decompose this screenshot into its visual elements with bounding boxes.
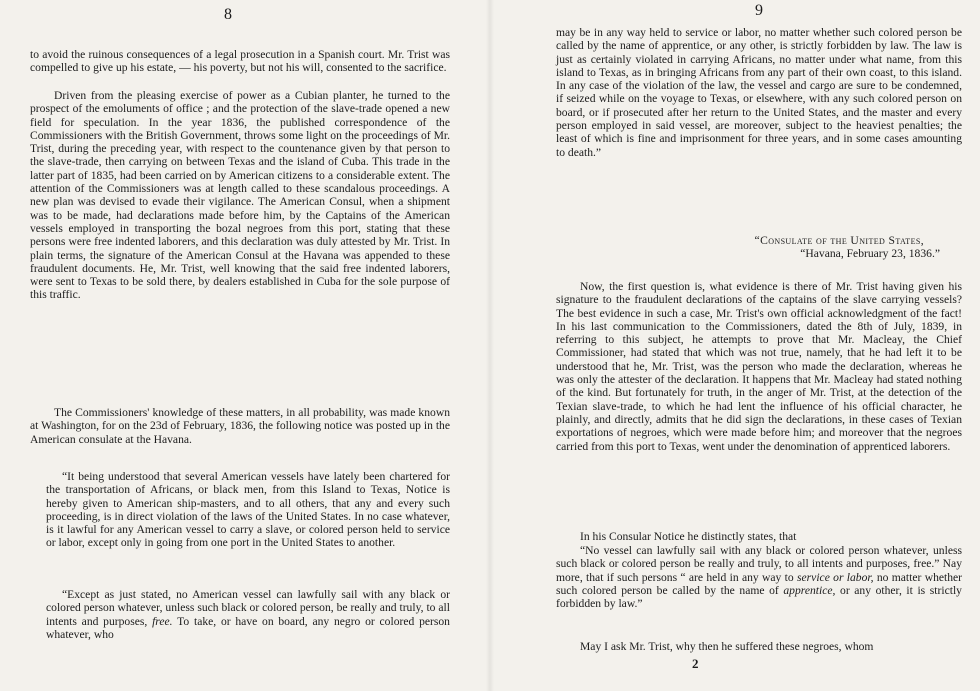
paragraph-text: The Commissioners' knowledge of these matters, in all probability, was made known at Washington, for on the 23d of February, 1836, the following notice was posted up in the American consulate at the Havana. <box>30 406 450 446</box>
emphasis: service or labor, <box>797 570 874 584</box>
emphasis: apprentice, <box>783 583 836 597</box>
right-page <box>490 0 980 691</box>
paragraph <box>556 530 962 543</box>
quoted-notice <box>46 588 450 641</box>
paragraph <box>556 280 962 453</box>
quote-paragraph: “Except as just stated, no American vessel can lawfully sail with any black or colored person whatever, unless such black or colored person, be really and truly, to all intents and purposes, free. To take, or have on board, any negro or colored person whatever, who <box>46 588 450 641</box>
quoted-notice <box>46 470 450 550</box>
signature-date: “Havana, February 23, 1836.” <box>800 247 940 261</box>
quote-paragraph: “It being understood that several American vessels have lately been chartered for the transportation of Africans, or black men, from this Island to Texas, Notice is hereby given to American ship-masters, and to all others, that any and every such proceeding, is in direct violation of the laws of the United States. In no case whatever, is it lawful for any American vessel to carry a slave, or colored person held to service or labor, except only in going from one port in the United States to another. <box>46 470 450 550</box>
signature-line: “Consulate of the United States, <box>754 234 924 247</box>
paragraph-text: Driven from the pleasing exercise of power as a Cubian planter, he turned to the prospect of the emoluments of office ; and the protection of the slave-trade opened a new field for speculation. In the year 1836, the published correspondence of the Commissioners with the British Government, throws some light on the proceedings of Mr. Trist, during the preceding year, with respect to the countenance given by that person to the slave-trade, then carrying on between Texas and the island of Cuba. This trade in the latter part of 1835, had been carried on by American citizens to a considerable extent. The attention of the Commissioners was at length called to these scandalous proceedings. A new plan was devised to evade their vigilance. The American Consul, when a shipment was to be made, had declarations made before him, by the Captains of the American vessels employed in transporting the bozal negroes from this port, stating that these persons were free indented laborers, and this declaration was duly attested by Mr. Trist. In plain terms, the signature of the American Consul at the Havana was appended to these fraudulent documents. He, Mr. Trist, well knowing that the said free indented laborers, were sent to Texas to be sold there, by dealers established in Cuba for the sole purpose of this traffic. <box>30 89 450 302</box>
paragraph <box>30 89 450 302</box>
paragraph-continued <box>30 48 450 75</box>
paragraph-text: In his Consular Notice he distinctly states, that <box>580 530 797 543</box>
paragraph-text: “No vessel can lawfully sail with any black or colored person whatever, unless such black or colored person be really and truly, to all intents and purposes, free.” Nay more, that if such persons “ are held in any way to service or labor, no matter whether such colored person be called by the name of apprentice, or any other, it is strictly forbidden by law.” <box>556 544 963 611</box>
paragraph <box>556 544 962 610</box>
paragraph <box>30 406 450 446</box>
paragraph <box>556 640 962 653</box>
paragraph-text: to avoid the ruinous consequences of a legal prosecution in a Spanish court. Mr. Trist was compelled to give up his estate, — his poverty, but not his will, consented to the sacrifice. <box>30 48 450 75</box>
signature-mark: 2 <box>692 656 699 671</box>
page-number: 8 <box>224 6 232 23</box>
emphasis: free. <box>152 614 173 628</box>
page-number: 9 <box>755 2 763 19</box>
paragraph-text: may be in any way held to service or labor, no matter whether such colored person be called by the name of apprentice, or any other, is strictly forbidden by law. The law is just as certainly violated in carrying Africans, no matter under what name, from this island to Texas, as in bringing Africans from any part of their own coast, to this island. In any case of the violation of the law, the vessel and cargo are sure to be condemned, if seized while on the voyage to Texas, or elsewhere, with any such colored person on board, or if prosecuted after her return to the United States, and the master and every person employed in said vessel, are moreover, subject to the heaviest penalties; the least of which is fine and imprisonment for three years, and in some cases amounting to death.” <box>556 26 962 159</box>
signature-block <box>556 234 962 261</box>
paragraph-text: Now, the first question is, what evidence is there of Mr. Trist having given his signature to the fraudulent declarations of the captains of the slave carrying vessels? The best evidence in such a case, Mr. Trist's own official acknowledgment of the fact! In his last communication to the Commissioners, dated the 8th of July, 1839, in referring to this subject, he attempts to prove that Mr. Macleay, the Chief Commissioner, had stated that which was not true, namely, that he had left it to be understood that he, Mr. Trist, was the person who made the declaration, whereas he was only the attester of the declaration. It happens that Mr. Macleay had stated nothing of the kind. But fortunately for truth, in the anger of Mr. Trist, at the detection of the Texian slave-trade, to which he had lent the influence of his official character, he plainly, and directly, admits that he did sign the declarations, in these cases of Texian exportations of negroes, which were made before him; and moreover that the negroes carried from this port to Texas, went under the denomination of apprenticed laborers. <box>556 280 962 453</box>
paragraph-text: May I ask Mr. Trist, why then he suffered these negroes, whom <box>580 640 874 653</box>
paragraph-continued <box>556 26 962 159</box>
